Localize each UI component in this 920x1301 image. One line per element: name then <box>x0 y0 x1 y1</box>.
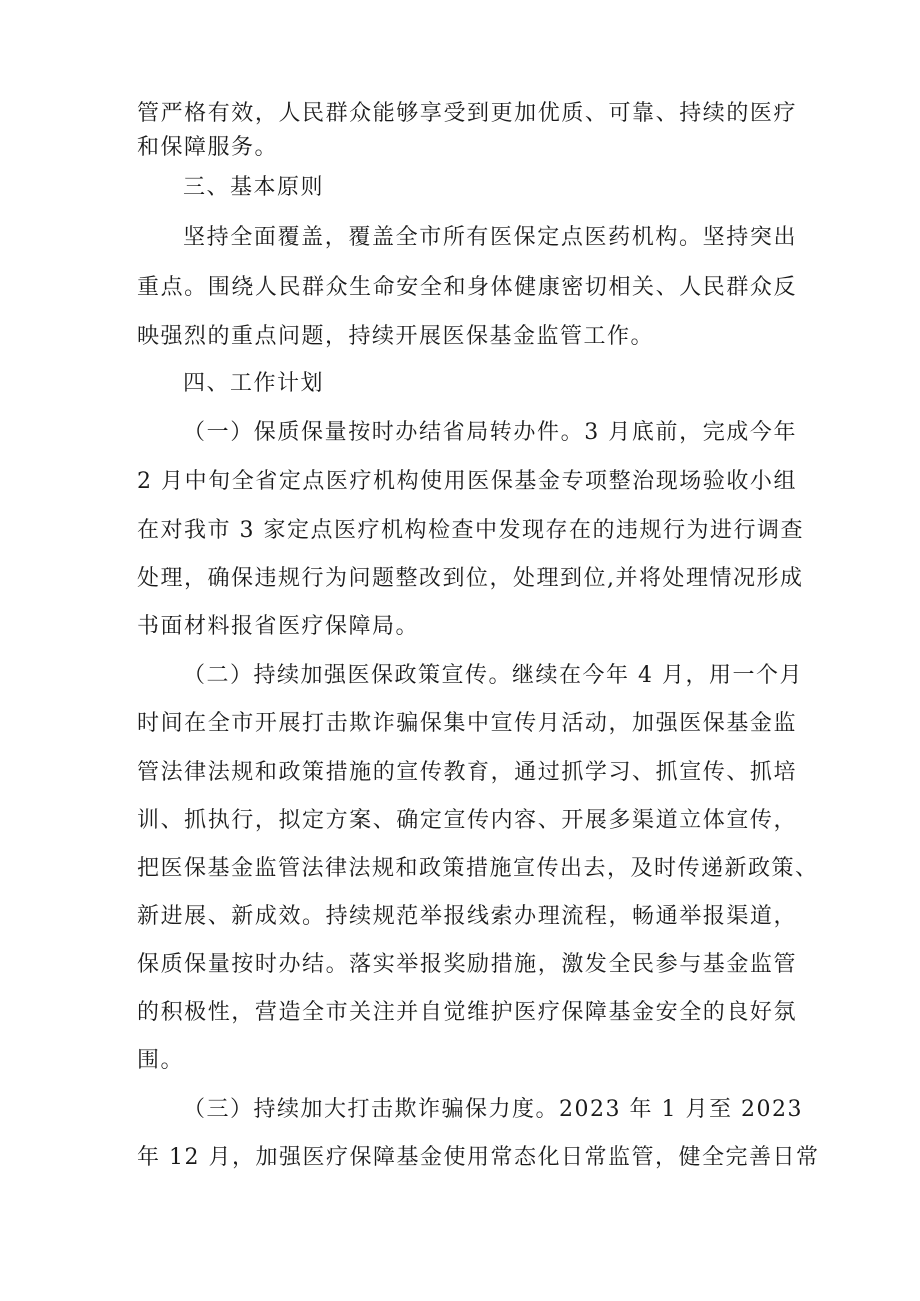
text-line: 重点。围绕人民群众生命安全和身体健康密切相关、人民群众反 <box>137 275 797 300</box>
text-line: 映强烈的重点问题，持续开展医保基金监管工作。 <box>137 324 655 349</box>
text-line: 训、抓执行，拟定方案、确定宣传内容、开展多渠道立体宣传， <box>137 808 797 833</box>
text-line: （三）持续加大打击欺诈骗保力度。2023 年 1 月至 2023 <box>183 1097 803 1122</box>
text-line: 的积极性，营造全市关注并自觉维护医疗保障基金安全的良好氛 <box>137 1000 797 1025</box>
text-line: 保质保量按时办结。落实举报奖励措施，激发全民参与基金监管 <box>137 952 797 977</box>
text-line: 管严格有效，人民群众能够享受到更加优质、可靠、持续的医疗 <box>137 101 797 126</box>
text-line: 新进展、新成效。持续规范举报线索办理流程，畅通举报渠道， <box>137 904 797 929</box>
text-line: （一）保质保量按时办结省局转办件。3 月底前，完成今年 <box>183 420 797 445</box>
section-heading: 四、工作计划 <box>183 371 325 396</box>
text-line: 处理，确保违规行为问题整改到位，处理到位,并将处理情况形成 <box>137 566 804 591</box>
text-line: （二）持续加强医保政策宣传。继续在今年 4 月，用一个月 <box>183 663 803 688</box>
text-line: 把医保基金监管法律法规和政策措施宣传出去，及时传递新政策、 <box>137 856 819 881</box>
text-line: 管法律法规和政策措施的宣传教育，通过抓学习、抓宣传、抓培 <box>137 760 797 785</box>
text-line: 围。 <box>137 1048 185 1073</box>
text-line: 在对我市 3 家定点医疗机构检查中发现存在的违规行为进行调查 <box>137 518 804 543</box>
text-line: 和保障服务。 <box>137 135 279 160</box>
text-line: 年 12 月，加强医疗保障基金使用常态化日常监管，健全完善日常 <box>137 1145 820 1170</box>
text-line: 坚持全面覆盖，覆盖全市所有医保定点医药机构。坚持突出 <box>183 225 797 250</box>
text-line: 书面材料报省医疗保障局。 <box>137 614 420 639</box>
section-heading: 三、基本原则 <box>183 175 325 200</box>
text-line: 2 月中旬全省定点医疗机构使用医保基金专项整治现场验收小组 <box>137 469 797 494</box>
text-line: 时间在全市开展打击欺诈骗保集中宣传月活动，加强医保基金监 <box>137 711 797 736</box>
